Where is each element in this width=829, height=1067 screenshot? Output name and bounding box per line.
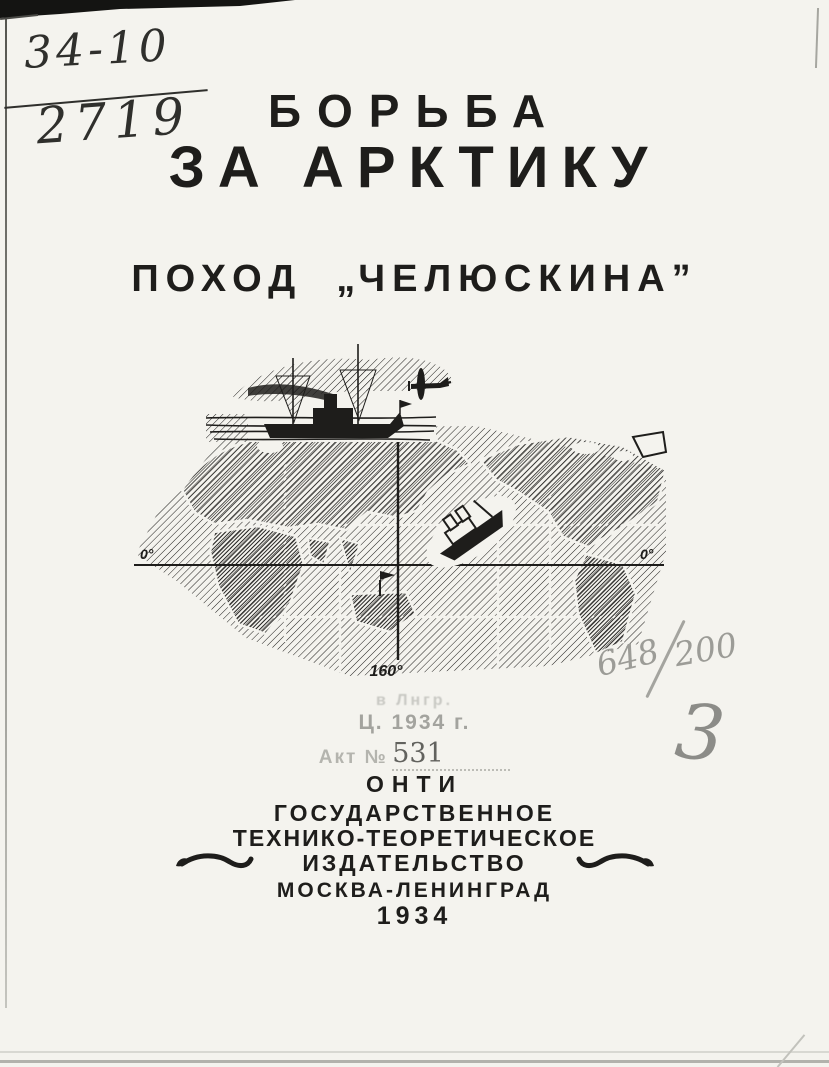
stamp-line-year: Ц. 1934 г. [358,711,471,734]
stern-flag [400,400,412,408]
book-title-line2: ЗА АРКТИКУ [168,135,661,200]
subtitle-word-chelyuskin: „ЧЕЛЮСКИНА” [336,258,698,300]
stamp-line-city: в Лнгр. [375,692,454,709]
world-map [134,414,666,680]
map-canadian-islands [572,442,600,454]
shelfmark-numerator: 34-10 [22,20,173,79]
shelfmark-denominator: 2719 [34,86,194,156]
map-equator-left-label: 0° [140,546,154,562]
publisher-cities: МОСКВА-ЛЕНИНГРАД [276,879,553,902]
scan-mark-top-right [815,8,819,68]
scan-edge-bottom-dark [0,1060,829,1063]
publisher-abbr: ОНТИ [365,771,464,797]
publisher-line3: ИЗДАТЕЛЬСТВО [302,850,527,876]
funnel [324,394,337,410]
subtitle-word-pokhod: ПОХОД [131,258,303,300]
wing [417,368,425,400]
map-meridian-label: 160° [369,663,403,680]
cover-engraving [118,342,680,685]
flourish-right-icon [576,850,658,878]
pencil-fraction-denominator: 200 [671,624,740,675]
flourish-left-icon [172,850,254,878]
pencil-number: 3 [671,685,729,780]
map-equator-right-label: 0° [640,546,654,562]
book-title-line1: БОРЬБА [267,85,562,137]
stamp-act-number: 531 [392,738,510,771]
stamp-act-line [0,738,829,771]
publisher-line2: ТЕХНИКО-ТЕОРЕТИЧЕСКОЕ [232,825,597,851]
book-subtitle [0,258,829,301]
scan-edge-top [0,0,300,18]
pencil-fraction-numerator: 648 [592,630,663,685]
deckhouse [313,408,353,424]
stamp-act-label: Акт № [318,746,388,768]
scan-edge-bottom-light [0,1051,829,1053]
publication-year: 1934 [376,902,453,930]
map-canadian-islands [613,451,633,461]
publisher-line1: ГОСУДАРСТВЕННОЕ [273,800,556,826]
